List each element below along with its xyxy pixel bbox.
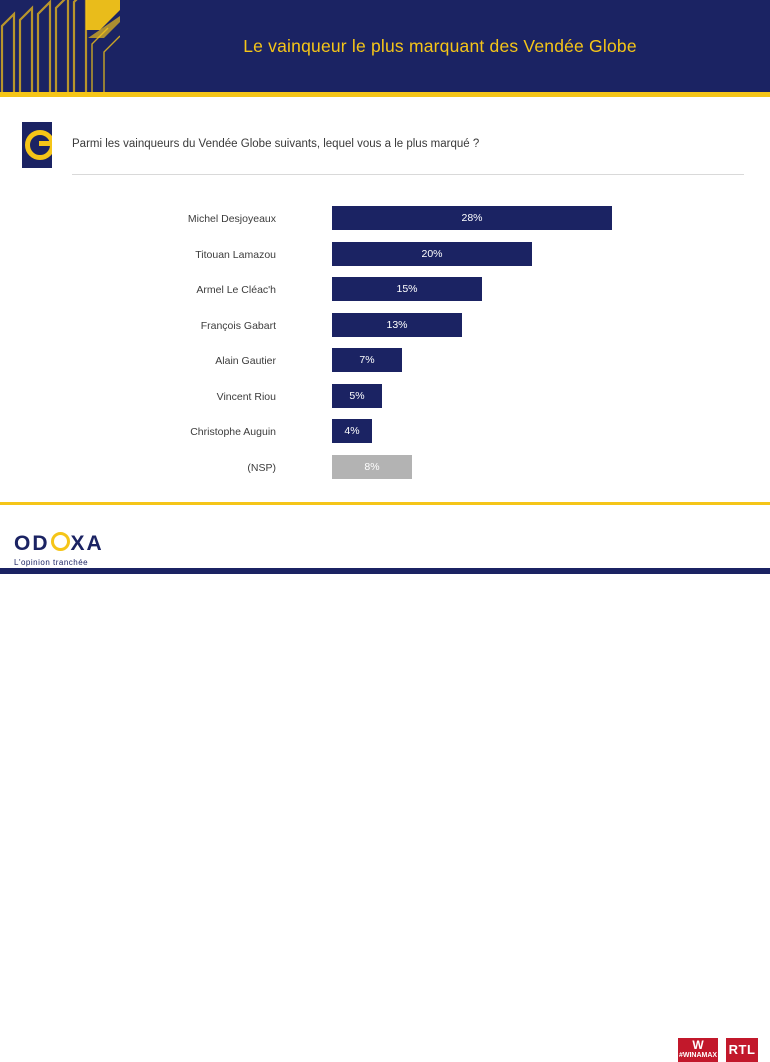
bar-fill [332,419,372,443]
header-divider [0,92,770,97]
bar-row [0,384,770,420]
odoxa-logo [14,531,174,567]
odoxa-mark-icon [22,122,58,168]
bar-value-label: 13% [386,318,408,331]
winamax-wordmark: #WINAMAX [678,1052,718,1059]
bar-value-label: 20% [421,247,443,260]
bar-fill [332,206,612,230]
bar-row [0,206,770,242]
bar-category-label: Titouan Lamazou [195,248,276,261]
bar-category-label: Michel Desjoyeaux [187,213,276,225]
bar-category-label: Alain Gautier [215,355,276,367]
bar-value-label: 7% [359,354,375,366]
bar-fill [332,313,462,337]
odoxa-wordmark-part2: XA [70,532,104,555]
bar-fill [332,348,402,372]
bar-track [332,419,372,443]
bar-fill [332,455,412,479]
odoxa-ring-icon [51,532,70,551]
question-text: Parmi les vainqueurs du Vendée Globe suivants, lequel vous a le plus marqué ? [72,138,480,150]
bar-row [0,242,770,278]
bar-category-label: Christophe Auguin [190,426,276,438]
bar-fill [332,242,532,266]
footer-bottom-bar [0,568,770,574]
bar-track [332,455,412,479]
bar-category-label: Armel Le Cléac'h [196,284,276,296]
question-divider [72,174,744,175]
question-block [0,112,770,174]
bar-track [332,313,462,337]
page-title: Le vainqueur le plus marquant des Vendée Globe [243,35,637,56]
chevron-pattern-decoration [0,0,120,92]
bar-value-label: 8% [364,460,380,473]
bar-row [0,419,770,455]
bar-chart [0,206,770,486]
bar-value-label: 5% [349,389,365,402]
winamax-w-mark: W [692,1038,704,1052]
odoxa-wordmark [14,531,104,556]
bar-row [0,277,770,313]
odoxa-wordmark-part1: OD [14,532,50,555]
bar-fill [332,277,482,301]
bar-value-label: 15% [396,283,418,295]
rtl-logo: RTL [726,1038,758,1062]
bar-track [332,242,532,266]
winamax-logo [678,1038,718,1062]
bar-row [0,313,770,349]
bar-value-label: 28% [461,212,483,224]
bar-row [0,348,770,384]
bar-category-label: (NSP) [247,461,276,474]
bar-track [332,277,482,301]
bar-fill [332,384,382,408]
bar-track [332,348,402,372]
bar-category-label: François Gabart [200,319,276,332]
bar-value-label: 4% [344,425,360,437]
bar-track [332,206,612,230]
bar-track [332,384,382,408]
bar-row [0,455,770,491]
odoxa-tagline: L'opinion tranchée [14,558,89,567]
page-footer [0,505,770,1059]
bar-category-label: Vincent Riou [216,390,276,403]
page-header [0,0,770,92]
